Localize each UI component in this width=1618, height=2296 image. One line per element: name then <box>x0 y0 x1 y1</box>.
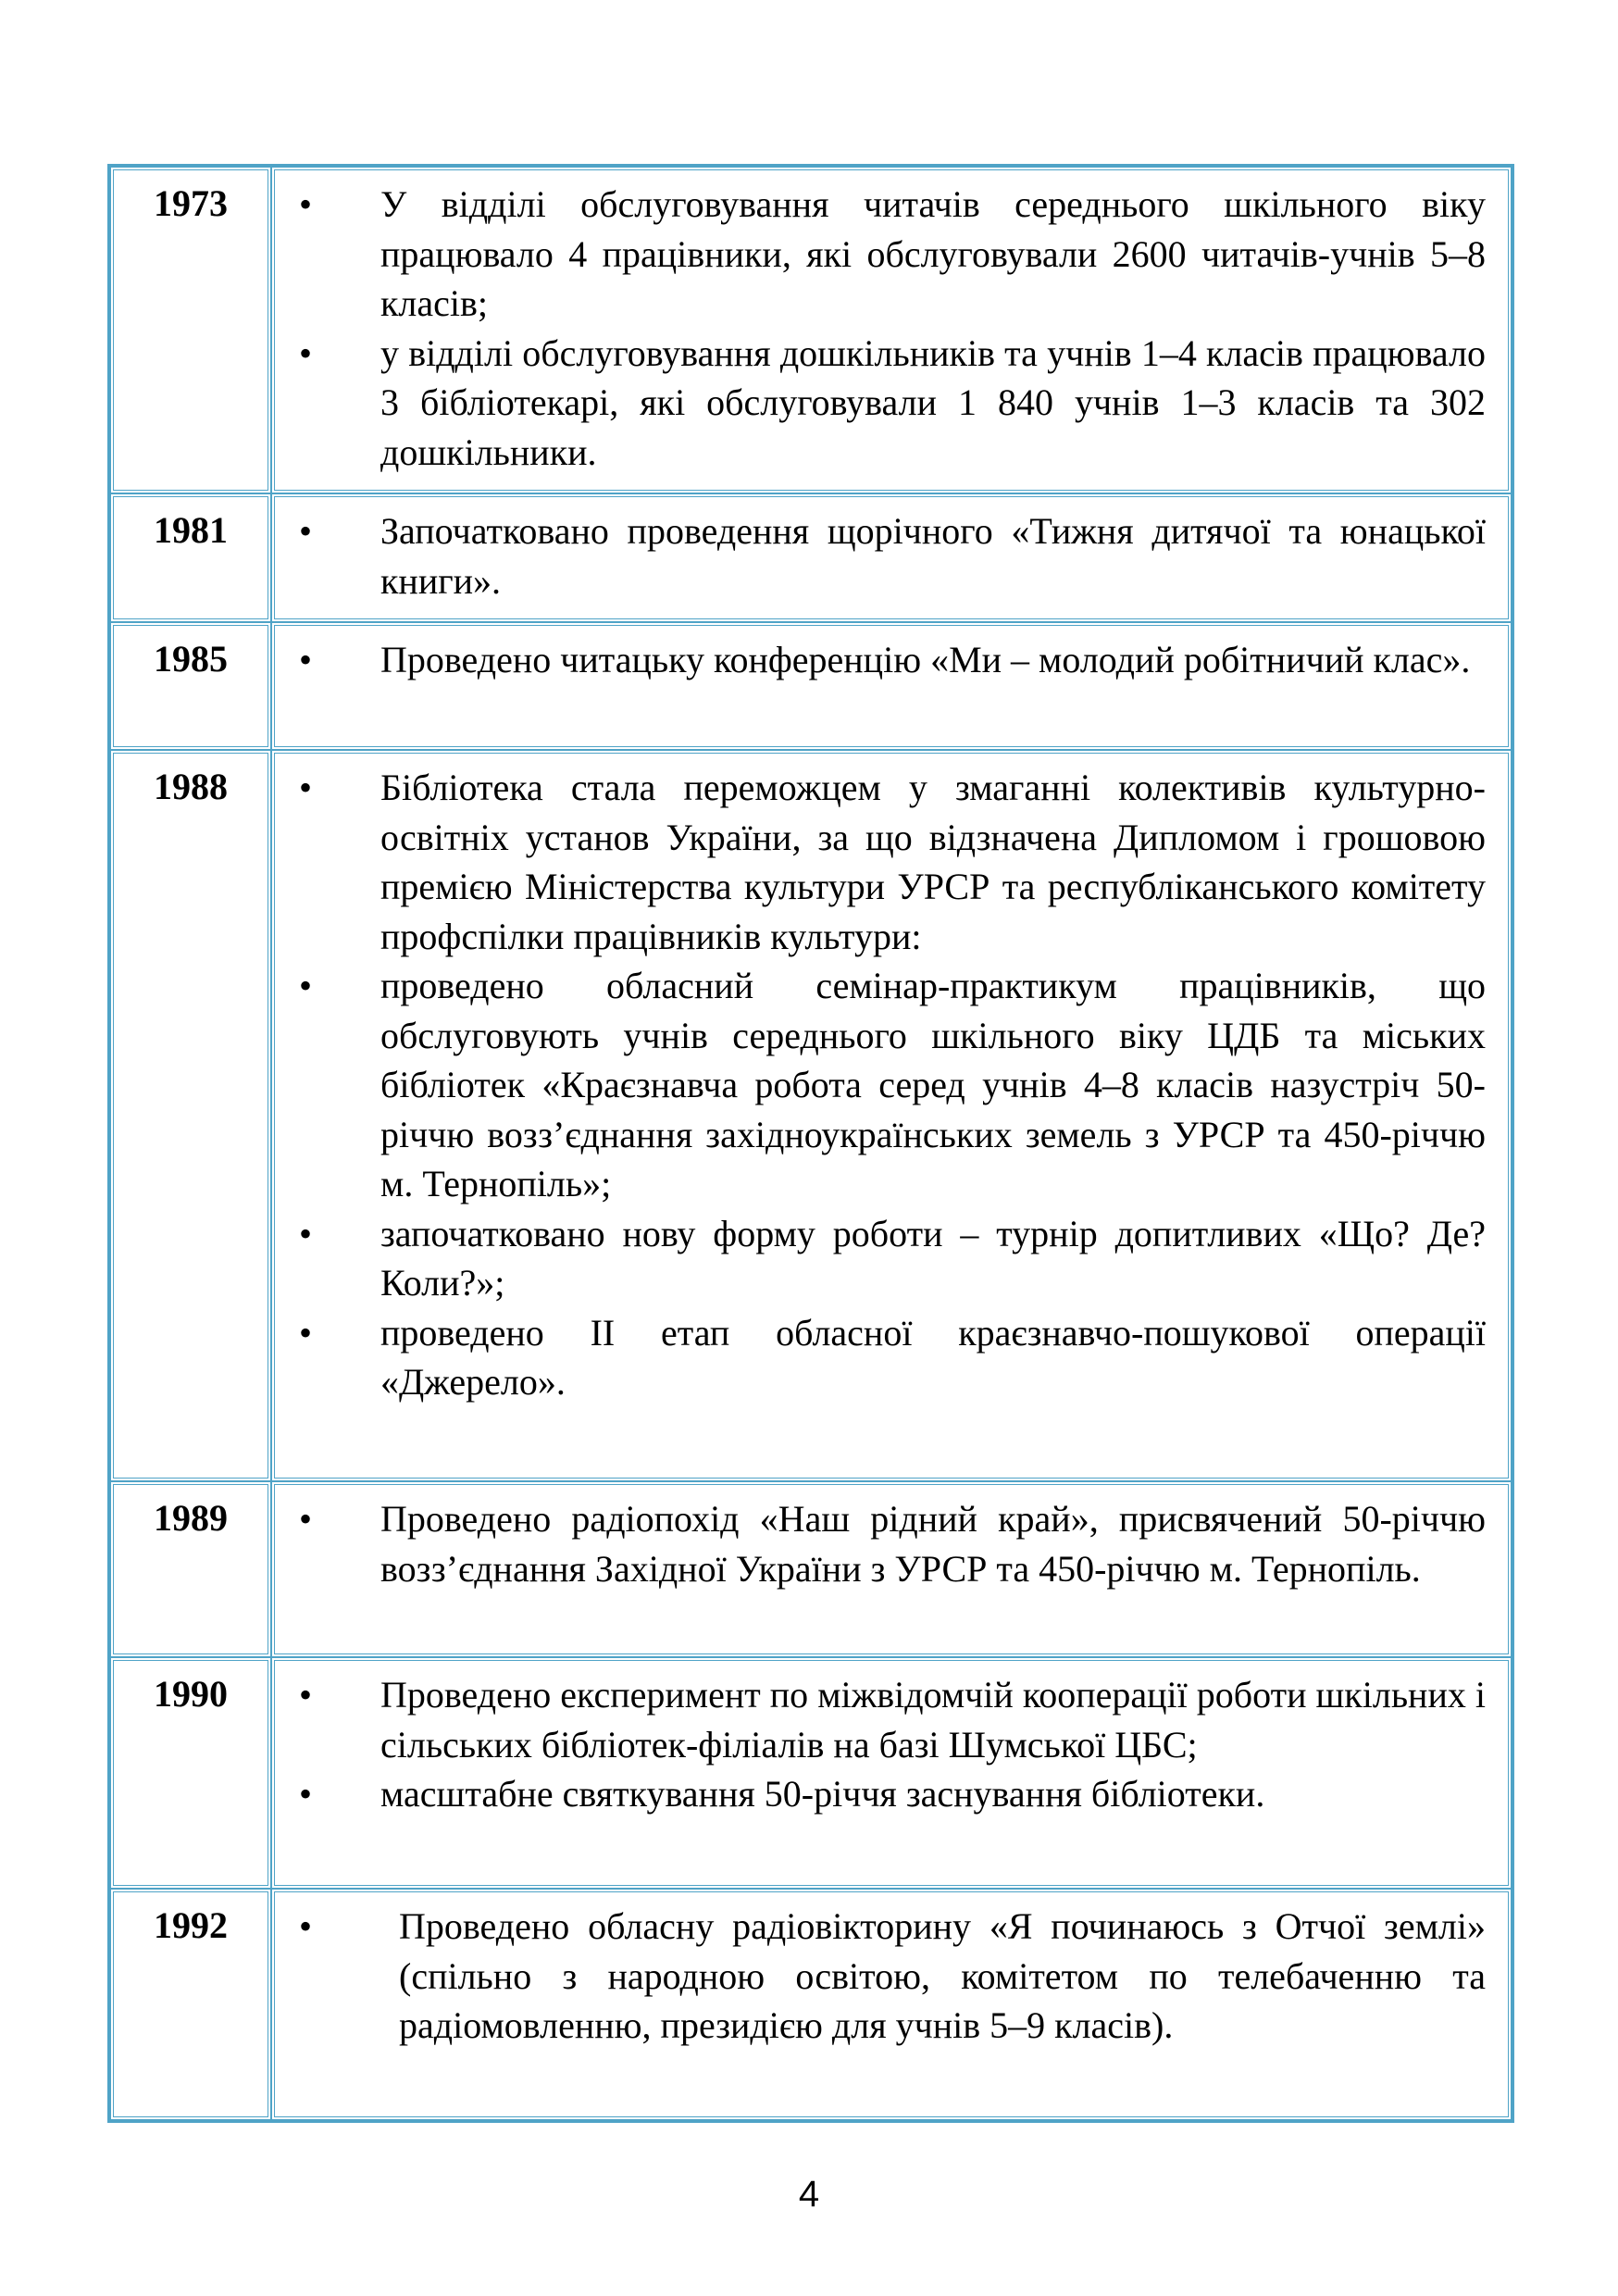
year-cell: 1992 <box>110 1889 271 2120</box>
bullet-icon: • <box>299 183 313 225</box>
events-cell <box>271 1657 1512 1889</box>
bullet-icon: • <box>299 1674 313 1716</box>
list-item <box>292 1308 1486 1407</box>
event-list <box>292 1902 1486 2051</box>
list-item <box>292 180 1486 329</box>
table-row <box>110 750 1512 1481</box>
event-text: Бібліотека стала переможцем у змаганні колективів культурно-освітніх установ України, за що відзначена Дипломом і грошовою премією Міністерства культури УРСР та республіканського комітету профспілки працівників культури: <box>380 767 1486 957</box>
table-row <box>110 622 1512 750</box>
list-item <box>292 506 1486 605</box>
list-item <box>292 1769 1486 1819</box>
events-cell <box>271 167 1512 493</box>
list-item <box>292 1670 1486 1769</box>
event-text: Проведено радіопохід «Наш рідний край», присвячений 50-річчю возз’єднання Західної України з УРСР та 450-річчю м. Тернопіль. <box>380 1498 1486 1590</box>
table-row <box>110 1481 1512 1657</box>
year-cell: 1989 <box>110 1481 271 1657</box>
bullet-icon: • <box>299 965 313 1006</box>
bullet-icon: • <box>299 1498 313 1540</box>
year-cell: 1990 <box>110 1657 271 1889</box>
event-text: У відділі обслуговування читачів середнього шкільного віку працювало 4 працівники, які обслуговували 2600 читачів-учнів 5–8 класів; <box>380 183 1486 324</box>
event-text: масштабне святкування 50-річчя заснування бібліотеки. <box>380 1773 1265 1815</box>
events-cell <box>271 493 1512 622</box>
event-list <box>292 1494 1486 1593</box>
event-list <box>292 1670 1486 1819</box>
event-text: Проведено експеримент по міжвідомчій кооперації роботи шкільних і сільських бібліотек-філіалів на базі Шумської ЦБС; <box>380 1674 1486 1766</box>
table-row <box>110 1657 1512 1889</box>
year-cell: 1981 <box>110 493 271 622</box>
table-row <box>110 493 1512 622</box>
year-cell: 1985 <box>110 622 271 750</box>
events-cell <box>271 1889 1512 2120</box>
year-cell: 1973 <box>110 167 271 493</box>
event-list <box>292 635 1486 685</box>
event-text: Проведено обласну радіовікторину «Я починаюсь з Отчої землі» (спільно з народною освітою, комітетом по телебаченню та радіомовленню, президією для учнів 5–9 класів). <box>399 1905 1486 2046</box>
bullet-icon: • <box>299 1311 313 1354</box>
bullet-icon: • <box>299 767 313 808</box>
bullet-icon: • <box>299 1905 313 1947</box>
list-item <box>292 1902 1486 2051</box>
events-cell <box>271 750 1512 1481</box>
event-text: Проведено читацьку конференцію «Ми – молодий робітничий клас». <box>380 639 1471 680</box>
event-text: у відділі обслуговування дошкільників та учнів 1–4 класів працювало 3 бібліотекарі, які обслуговували 1 840 учнів 1–3 класів та 302 дошкільники. <box>380 331 1486 473</box>
bullet-icon: • <box>299 1773 313 1815</box>
bullet-icon: • <box>299 639 313 680</box>
list-item <box>292 961 1486 1209</box>
table-row <box>110 1889 1512 2120</box>
year-cell: 1988 <box>110 750 271 1481</box>
list-item <box>292 635 1486 685</box>
page-number: 4 <box>798 2174 820 2215</box>
bullet-icon: • <box>299 510 313 552</box>
event-list <box>292 180 1486 477</box>
list-item <box>292 763 1486 961</box>
event-text: започатковано нову форму роботи – турнір допитливих «Що? Де? Коли?»; <box>380 1212 1486 1304</box>
list-item <box>292 1209 1486 1308</box>
list-item <box>292 1494 1486 1593</box>
events-cell <box>271 622 1512 750</box>
bullet-icon: • <box>299 331 313 374</box>
event-text: Започатковано проведення щорічного «Тижня дитячої та юнацької книги». <box>380 510 1486 602</box>
event-list <box>292 763 1486 1407</box>
bullet-icon: • <box>299 1212 313 1254</box>
events-cell <box>271 1481 1512 1657</box>
event-text: проведено обласний семінар-практикум працівників, що обслуговують учнів середнього шкільного віку ЦДБ та міських бібліотек «Краєзнавча робота серед учнів 4–8 класів назустріч 50-річчю возз’єднання західноукраїнських земель з УРСР та 450-річчю м. Тернопіль»; <box>380 965 1486 1204</box>
event-text: проведено ІІ етап обласної краєзнавчо-пошукової операції «Джерело». <box>380 1311 1486 1403</box>
list-item <box>292 329 1486 478</box>
event-list <box>292 506 1486 605</box>
table-row <box>110 167 1512 493</box>
chronology-table <box>107 164 1514 2123</box>
